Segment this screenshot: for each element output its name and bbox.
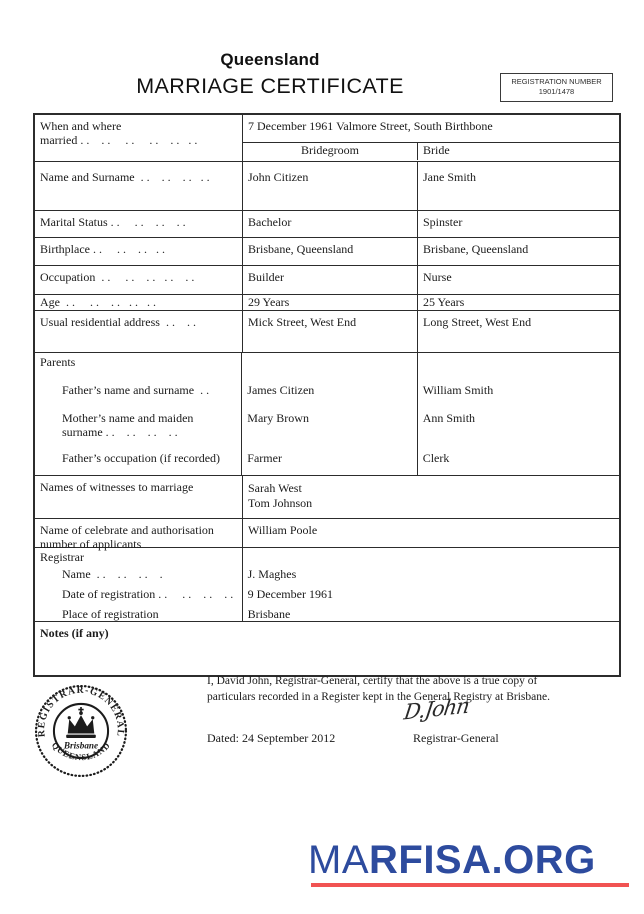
table-row-birthplace [35, 237, 619, 265]
column-header-bridegroom: Bridegroom [301, 142, 359, 157]
registrar-value-column [242, 548, 619, 621]
row-label: Marital Status . . . . . . . . [40, 215, 186, 229]
registrar-general-signature: D.John [402, 693, 471, 725]
bride-value: Nurse [417, 266, 619, 294]
registrar-label-column [35, 548, 242, 621]
row-label: Name and Surname . . . . . . . . [40, 170, 210, 184]
region-title: Queensland [220, 50, 320, 69]
certification-line2: particulars recorded in a Register kept in the General Registry at Brisbane. [207, 690, 550, 703]
parents-header: Parents [40, 355, 76, 369]
row-label: Birthplace . . . . . . . . [40, 242, 165, 256]
celebrant-label-line1: Name of celebrate and authorisation [40, 523, 214, 537]
row-label: Age . . . . . . . . . . [40, 295, 156, 309]
registration-date-value: 9 December 1961 [247, 587, 333, 601]
father-name-bridegroom: James Citizen [247, 383, 315, 397]
title-block [70, 50, 470, 99]
column-header-bride: Bride [417, 143, 619, 160]
registrar-name-value: J. Maghes [247, 567, 297, 581]
table-row-notes [35, 621, 619, 675]
father-name-bride: William Smith [422, 383, 494, 397]
father-occupation-label: Father’s occupation (if recorded) [62, 451, 221, 465]
row-label: Occupation . . . . . . . . . . [40, 270, 195, 284]
registration-place-label: Place of registration [62, 607, 159, 621]
registrar-name-label: Name . . . . . . . [62, 567, 163, 581]
watermark-logo [308, 840, 596, 880]
watermark-prefix: MA [308, 838, 369, 882]
celebrant-label-line2: number of applicants [40, 536, 142, 551]
parents-bridegroom-column [241, 353, 416, 475]
signatory-title: Registrar-General [413, 731, 499, 745]
table-row-parents [35, 352, 619, 475]
registration-number-label: REGISTRATION NUMBER [511, 77, 602, 86]
stamp-arc-top-text: REGISTRAR-GENERAL [36, 684, 126, 738]
registration-date-label: Date of registration . . . . . . . . [62, 587, 234, 601]
bridegroom-value: Builder [242, 266, 417, 294]
certificate-table [33, 113, 621, 677]
bride-value: Brisbane, Queensland [417, 238, 619, 265]
stamp-center-text: Brisbane [63, 740, 99, 751]
parents-bride-column [417, 353, 619, 475]
bride-value: Spinster [417, 211, 619, 237]
bridegroom-value: Brisbane, Queensland [242, 238, 417, 265]
registration-number-box [500, 73, 613, 102]
bride-value: 25 Years [417, 295, 619, 310]
registration-number-value: 1901/1478 [538, 87, 575, 96]
witness-name-1: Sarah West [248, 481, 302, 495]
bride-value: Jane Smith [417, 162, 619, 210]
table-row-registrar [35, 547, 619, 621]
celebrant-label [35, 519, 242, 551]
table-row-name [35, 161, 619, 210]
mother-name-label-line1: Mother’s name and maiden [62, 411, 194, 425]
registration-place-value: Brisbane [247, 607, 291, 621]
when-where-label-line2: married . . . . . . . . . . . . [40, 132, 198, 147]
table-row-when-where [35, 115, 619, 161]
bride-value: Long Street, West End [417, 311, 619, 352]
bridegroom-value: John Citizen [242, 162, 417, 210]
column-header-row [243, 142, 619, 160]
certification-statement [207, 674, 587, 705]
certification-line1: I, David John, Registrar-General, certify that the above is a true copy of [207, 675, 538, 687]
stamp-arc-bottom-text: QUEENSLAND [49, 739, 113, 763]
registrar-header: Registrar [40, 550, 84, 564]
mother-name-bridegroom: Mary Brown [247, 411, 309, 425]
bridegroom-value: Mick Street, West End [242, 311, 417, 352]
when-where-right-block [242, 115, 619, 161]
father-occupation-bridegroom: Farmer [247, 451, 282, 465]
table-row-address [35, 310, 619, 352]
witnesses-values [242, 476, 619, 518]
witness-name-2: Tom Johnson [248, 496, 313, 510]
when-where-value: 7 December 1961 Valmore Street, South Birthbone [248, 119, 493, 133]
when-where-label-line1: When and where [40, 119, 122, 133]
father-name-label: Father’s name and surname . . [62, 383, 210, 397]
watermark-underline [311, 883, 629, 887]
witnesses-label: Names of witnesses to marriage [40, 480, 194, 494]
bridegroom-value: Bachelor [242, 211, 417, 237]
father-occupation-bride: Clerk [422, 451, 450, 465]
watermark-suffix: RFISA.ORG [369, 838, 596, 882]
mother-name-label-line2: surname . . . . . . . . [62, 425, 178, 439]
bridegroom-value: 29 Years [242, 295, 417, 310]
notes-label: Notes (if any) [40, 626, 109, 640]
crown-icon [66, 707, 96, 738]
table-row-age [35, 294, 619, 310]
page-title: MARRIAGE CERTIFICATE [136, 74, 404, 98]
celebrant-value: William Poole [242, 519, 619, 547]
registrar-general-stamp [33, 683, 129, 779]
table-row-witnesses [35, 475, 619, 518]
dated-line: Dated: 24 September 2012 [207, 731, 336, 745]
table-row-celebrant [35, 518, 619, 551]
row-label: Usual residential address . . . . [40, 315, 196, 329]
mother-name-bride: Ann Smith [422, 411, 476, 425]
table-row-occupation [35, 265, 619, 294]
when-where-label [35, 115, 242, 161]
parents-label-column [35, 353, 241, 475]
table-row-marital [35, 210, 619, 237]
